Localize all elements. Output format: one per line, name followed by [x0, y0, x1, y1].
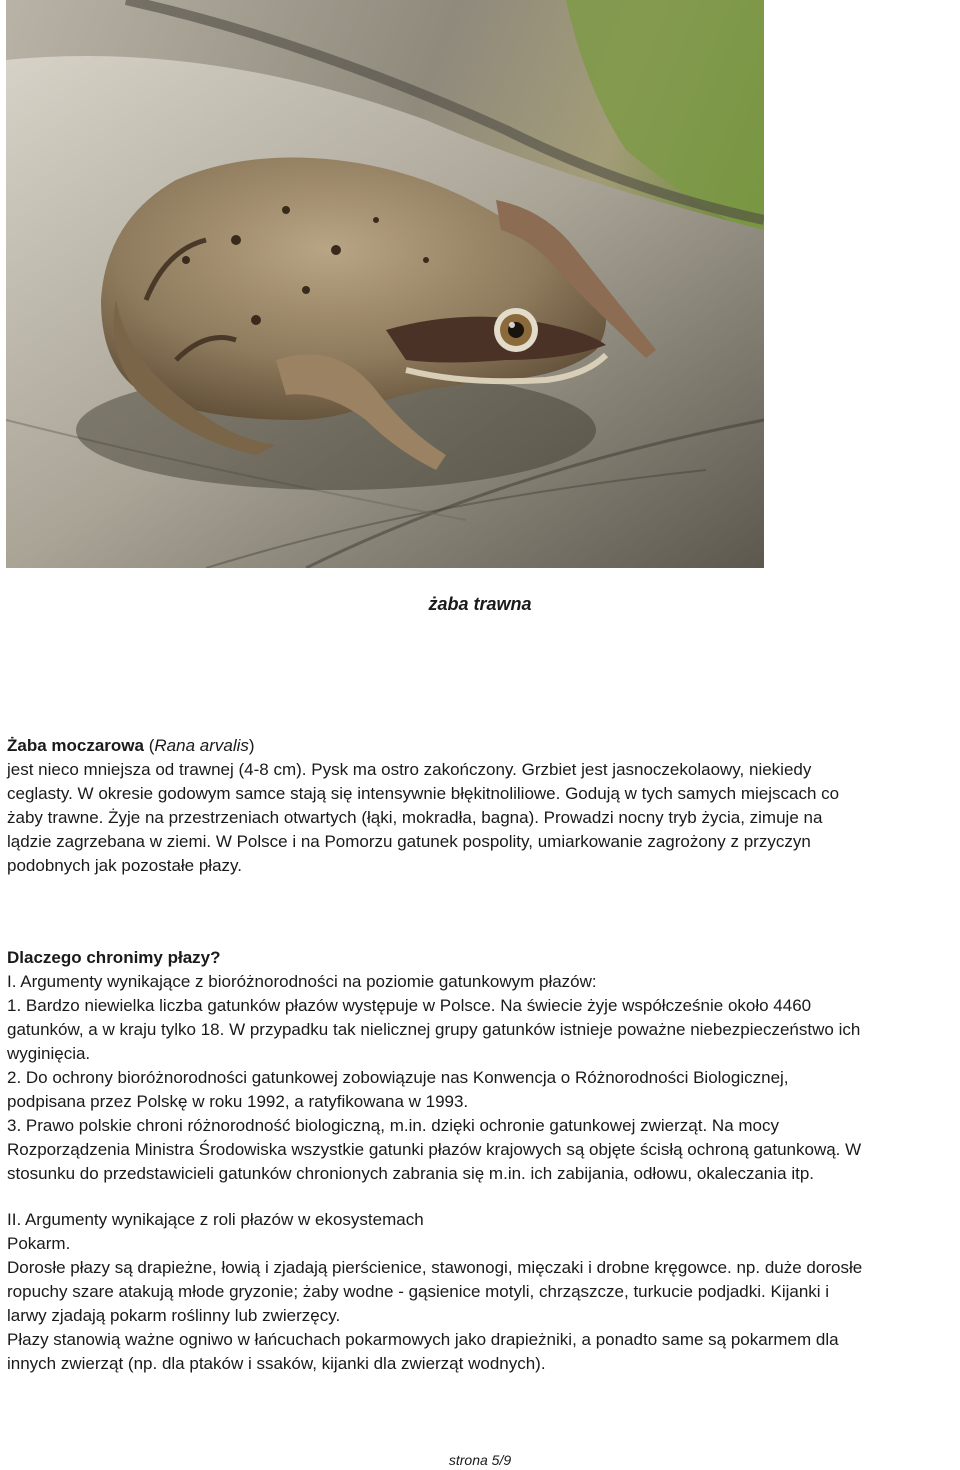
ecosystem-line: innych zwierząt (np. dla ptaków i ssaków, kijanki dla zwierząt wodnych). — [7, 1354, 546, 1373]
species-section — [7, 734, 957, 878]
protection-line: 1. Bardzo niewielka liczba gatunków płazów występuje w Polsce. Na świecie żyje współcześnie około 4460 — [7, 996, 812, 1015]
protection-line: podpisana przez Polskę w roku 1992, a ratyfikowana w 1993. — [7, 1092, 469, 1111]
ecosystem-line: Pokarm. — [7, 1234, 71, 1253]
ecosystem-section — [7, 1208, 957, 1376]
species-line: lądzie zagrzebana w ziemi. W Polsce i na Pomorzu gatunek pospolity, umiarkowanie zagrożony z przyczyn — [7, 832, 811, 851]
frog-illustration — [6, 0, 764, 568]
ecosystem-heading: II. Argumenty wynikające z roli płazów w ekosystemach — [7, 1210, 424, 1229]
protection-heading: Dlaczego chronimy płazy? — [7, 948, 221, 967]
ecosystem-line: larwy zjadają pokarm roślinny lub zwierzęcy. — [7, 1306, 341, 1325]
latin-open-paren: ( — [148, 736, 155, 755]
protection-line: gatunków, a w kraju tylko 18. W przypadku tak nielicznej grupy gatunków istnieje poważne niebezpieczeństwo ich — [7, 1020, 861, 1039]
page-number: strona 5/9 — [448, 1452, 512, 1468]
species-line: jest nieco mniejsza od trawnej (4-8 cm). Pysk ma ostro zakończony. Grzbiet jest jasnoczekolaowy, niekiedy — [7, 760, 812, 779]
ecosystem-line: Dorosłe płazy są drapieżne, łowią i zjadają pierścienice, stawonogi, mięczaki i drobne kręgowce. np. duże dorosłe — [7, 1258, 863, 1277]
latin-close-paren: ) — [248, 736, 255, 755]
protection-line: wyginięcia. — [7, 1044, 91, 1063]
protection-line: Rozporządzenia Ministra Środowiska wszystkie gatunki płazów krajowych są objęte ścisłą ochroną gatunkową. W — [7, 1140, 862, 1159]
figure-caption: żaba trawna — [428, 594, 532, 614]
protection-section — [7, 946, 957, 1186]
species-latin-name: Rana arvalis — [154, 736, 249, 755]
species-name: Żaba moczarowa — [7, 736, 144, 755]
protection-line: I. Argumenty wynikające z bioróżnorodności na poziomie gatunkowym płazów: — [7, 972, 597, 991]
protection-line: stosunku do przedstawicieli gatunków chronionych zabrania się m.in. ich zabijania, odłowu, okaleczania itp. — [7, 1164, 815, 1183]
frog-photo — [6, 0, 764, 568]
species-line: ceglasty. W okresie godowym samce stają się intensywnie błękitnoliliowe. Godują w tych samych miejscach co — [7, 784, 840, 803]
protection-line: 2. Do ochrony bioróżnorodności gatunkowej zobowiązuje nas Konwencja o Różnorodności Biologicznej, — [7, 1068, 789, 1087]
species-line: żaby trawne. Żyje na przestrzeniach otwartych (łąki, mokradła, bagna). Prowadzi nocny tryb życia, zimuje na — [7, 808, 823, 827]
protection-line: 3. Prawo polskie chroni różnorodność biologiczną, m.in. dzięki ochronie gatunkowej zwierząt. Na mocy — [7, 1116, 779, 1135]
ecosystem-line: ropuchy szare atakują młode gryzonie; żaby wodne - gąsienice motyli, chrząszcze, turkucie podjadki. Kijanki i — [7, 1282, 830, 1301]
species-line: podobnych jak pozostałe płazy. — [7, 856, 243, 875]
ecosystem-line: Płazy stanowią ważne ogniwo w łańcuchach pokarmowych jako drapieżniki, a ponadto same są pokarmem dla — [7, 1330, 839, 1349]
species-title-line — [7, 734, 957, 758]
